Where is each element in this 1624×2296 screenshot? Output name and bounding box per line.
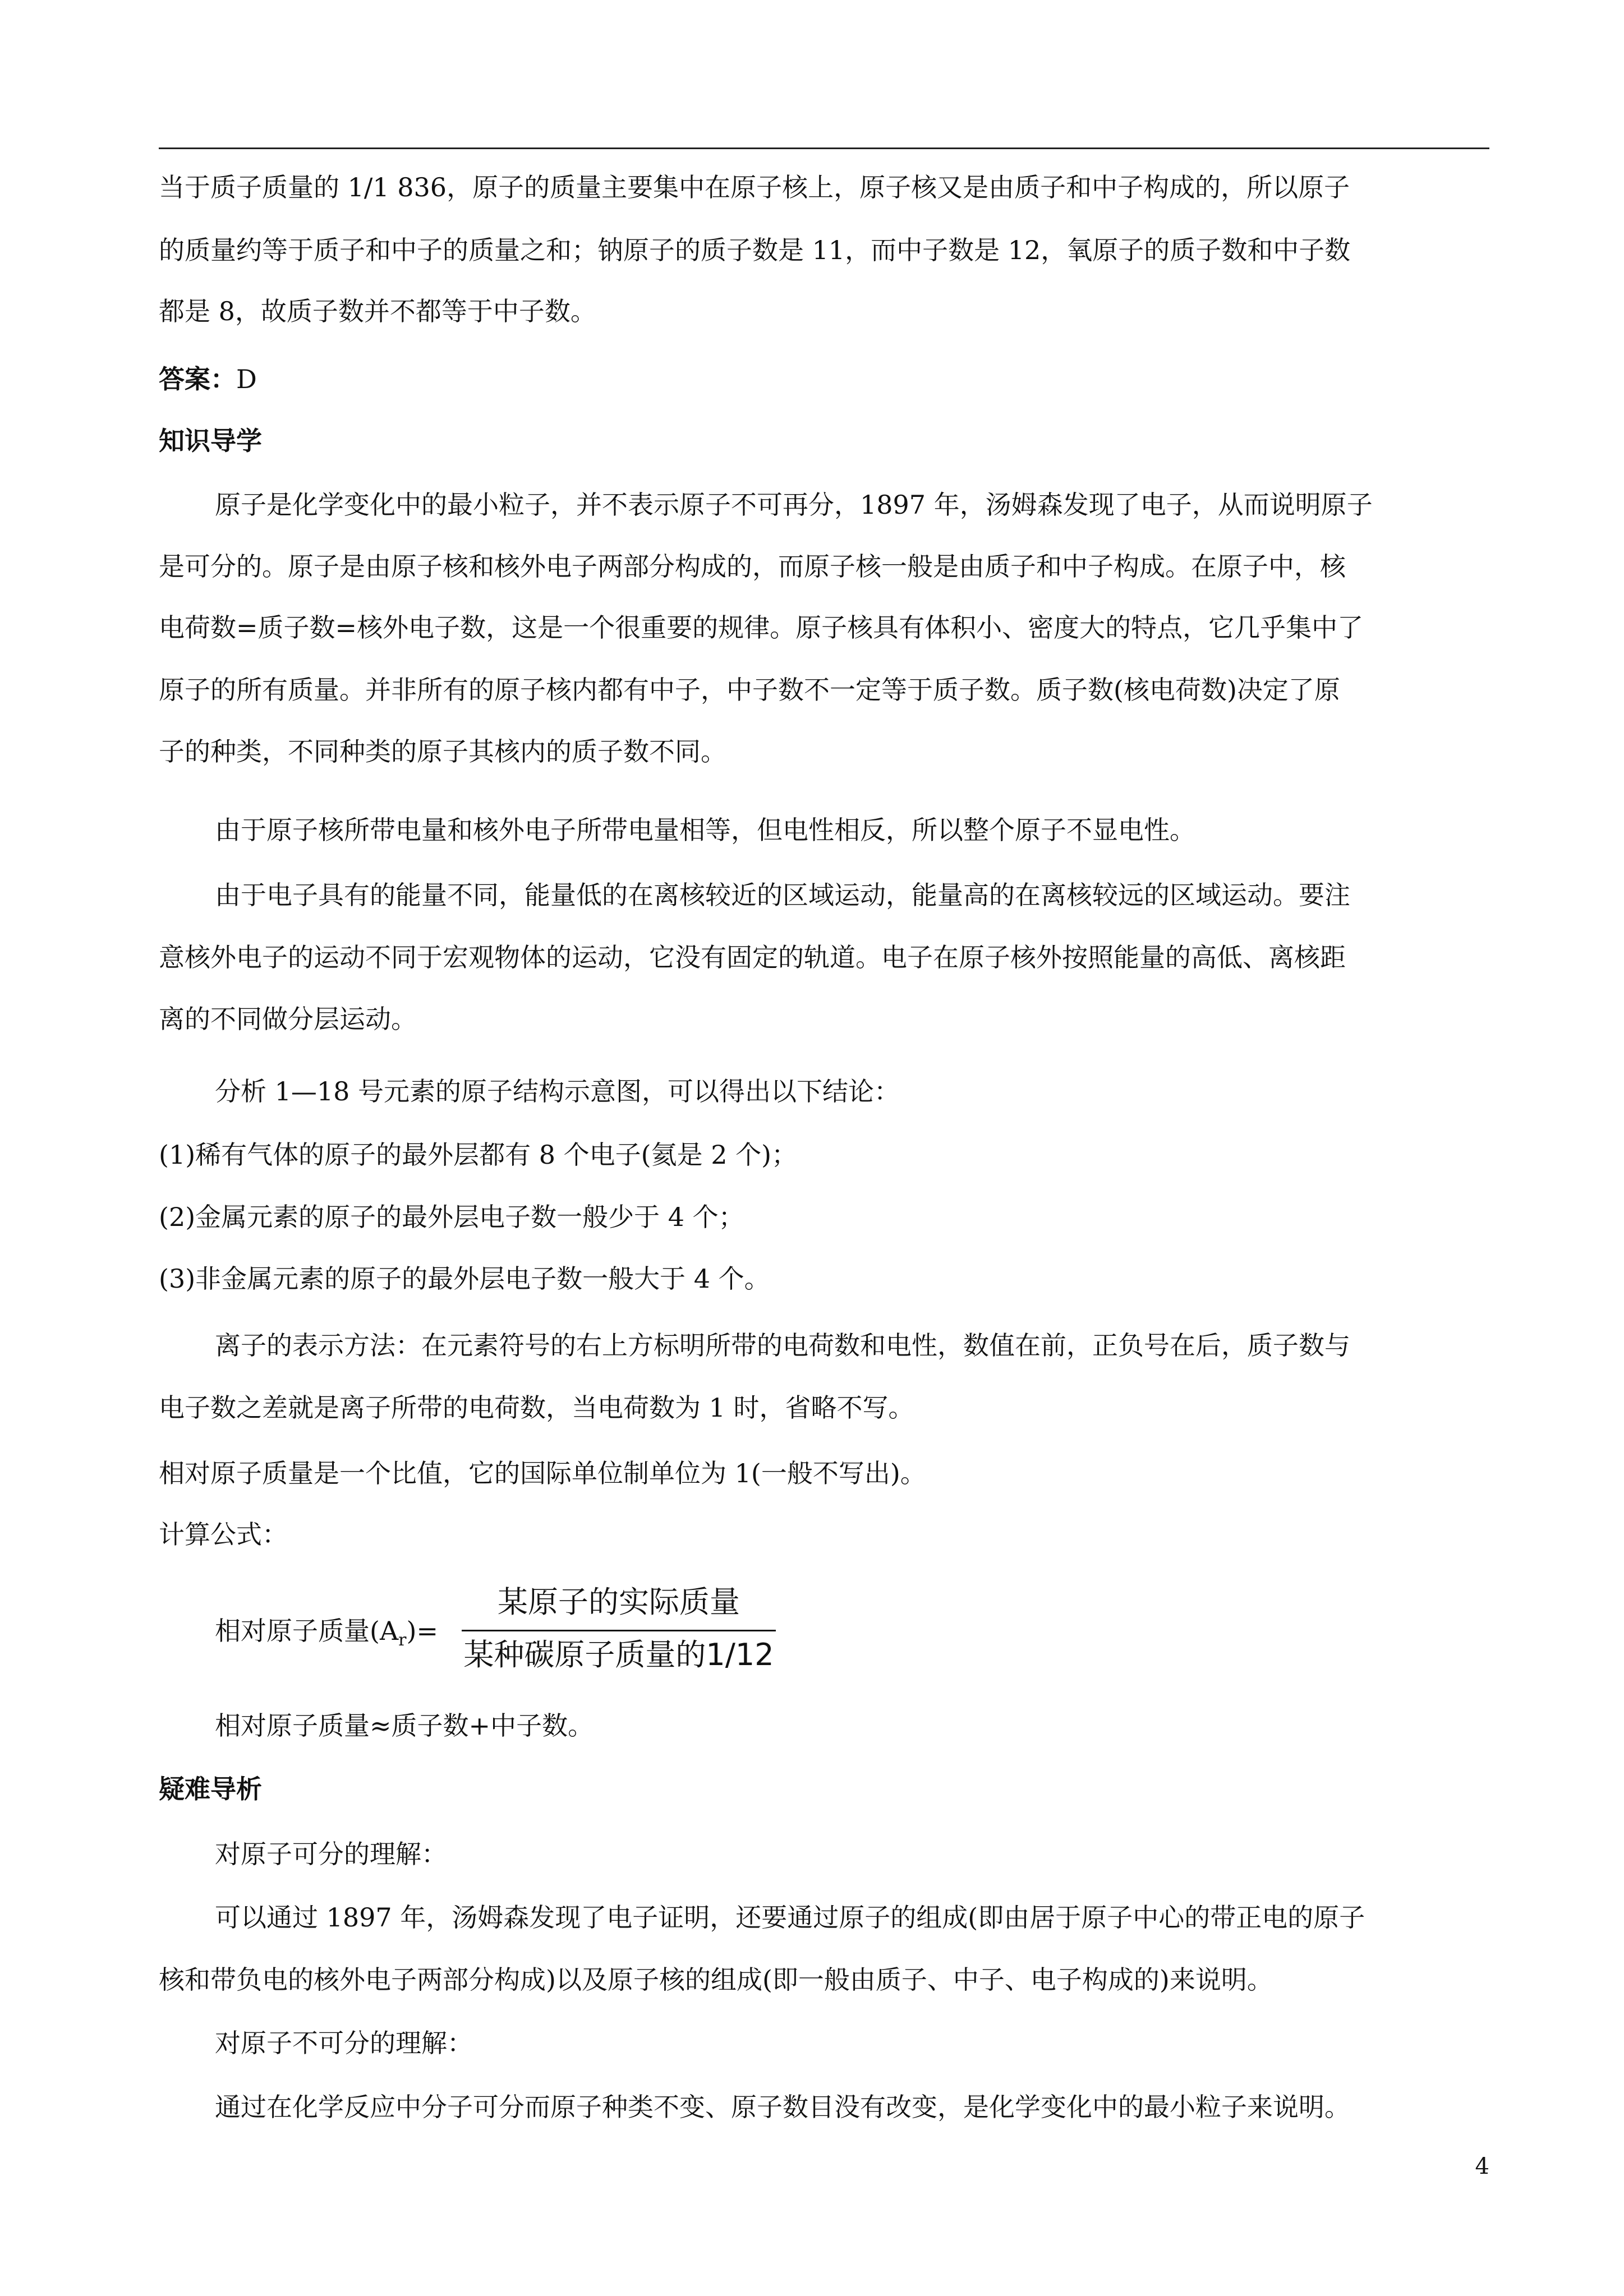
text-line: 电子数之差就是离子所带的电荷数，当电荷数为 1 时，省略不写。 — [159, 1393, 914, 1423]
page-number: 4 — [1475, 2154, 1489, 2179]
text-line: 分析 1—18 号元素的原子结构示意图，可以得出以下结论： — [215, 1076, 900, 1106]
text-line: 计算公式： — [159, 1519, 288, 1550]
answer-label: 答案： — [159, 364, 236, 394]
formula-numerator: 某原子的实际质量 — [498, 1584, 740, 1620]
text-line: 都是 8，故质子数并不都等于中子数。 — [159, 296, 596, 326]
text-line: 离子的表示方法：在元素符号的右上方标明所带的电荷数和电性，数值在前，正负号在后，质子数与 — [215, 1330, 1350, 1361]
text-line: 是可分的。原子是由原子核和核外电子两部分构成的，而原子核一般是由质子和中子构成。在原子中，核 — [159, 551, 1346, 582]
formula — [215, 1582, 888, 1682]
answer-line — [159, 362, 1489, 396]
formula-label-sub: r — [398, 1630, 407, 1650]
list-item: (2)金属元素的原子的最外层电子数一般少于 4 个； — [159, 1202, 744, 1232]
header-rule — [159, 147, 1489, 149]
answer-value: D — [236, 364, 257, 394]
text-line: 通过在化学反应中分子可分而原子种类不变、原子数目没有改变，是化学变化中的最小粒子来说明。 — [215, 2092, 1350, 2122]
section-heading: 疑难导析 — [159, 1774, 262, 1804]
section-heading: 知识导学 — [159, 426, 262, 456]
text-line: 的质量约等于质子和中子的质量之和；钠原子的质子数是 11，而中子数是 12，氧原子的质子数和中子数 — [159, 235, 1351, 265]
list-item: (3)非金属元素的原子的最外层电子数一般大于 4 个。 — [159, 1264, 770, 1294]
text-line: 当于质子质量的 1/1 836，原子的质量主要集中在原子核上，原子核又是由质子和中子构成的，所以原子 — [159, 172, 1350, 202]
formula-fraction — [462, 1582, 776, 1682]
text-line: 相对原子质量≈质子数+中子数。 — [215, 1711, 594, 1741]
formula-denominator: 某种碳原子质量的1/12 — [463, 1637, 774, 1672]
text-line: 核和带负电的核外电子两部分构成)以及原子核的组成(即一般由质子、中子、电子构成的)来说明。 — [159, 1965, 1273, 1995]
formula-label-suffix: )= — [406, 1616, 439, 1646]
text-line: 子的种类，不同种类的原子其核内的质子数不同。 — [159, 736, 726, 767]
text-line: 相对原子质量是一个比值，它的国际单位制单位为 1(一般不写出)。 — [159, 1458, 926, 1488]
text-line: 电荷数=质子数=核外电子数，这是一个很重要的规律。原子核具有体积小、密度大的特点，它几乎集中了 — [159, 612, 1364, 643]
text-line: 离的不同做分层运动。 — [159, 1004, 417, 1034]
formula-label-prefix: 相对原子质量(A — [215, 1616, 399, 1646]
formula-label — [215, 1614, 438, 1657]
text-line: 由于原子核所带电量和核外电子所带电量相等，但电性相反，所以整个原子不显电性。 — [215, 815, 1195, 845]
text-line: 意核外电子的运动不同于宏观物体的运动，它没有固定的轨道。电子在原子核外按照能量的高低、离核距 — [159, 942, 1346, 972]
text-line: 对原子可分的理解： — [215, 1839, 447, 1869]
text-line: 可以通过 1897 年，汤姆森发现了电子证明，还要通过原子的组成(即由居于原子中心的带正电的原子 — [215, 1902, 1365, 1933]
fraction-bar — [462, 1630, 776, 1631]
text-line: 原子是化学变化中的最小粒子，并不表示原子不可再分，1897 年，汤姆森发现了电子，从而说明原子 — [215, 490, 1373, 520]
text-line: 原子的所有质量。并非所有的原子核内都有中子，中子数不一定等于质子数。质子数(核电荷数)决定了原 — [159, 675, 1340, 705]
text-line: 对原子不可分的理解： — [215, 2028, 473, 2058]
list-item: (1)稀有气体的原子的最外层都有 8 个电子(氦是 2 个)； — [159, 1140, 798, 1170]
text-line: 由于电子具有的能量不同，能量低的在离核较近的区域运动，能量高的在离核较远的区域运动。要注 — [215, 880, 1350, 910]
